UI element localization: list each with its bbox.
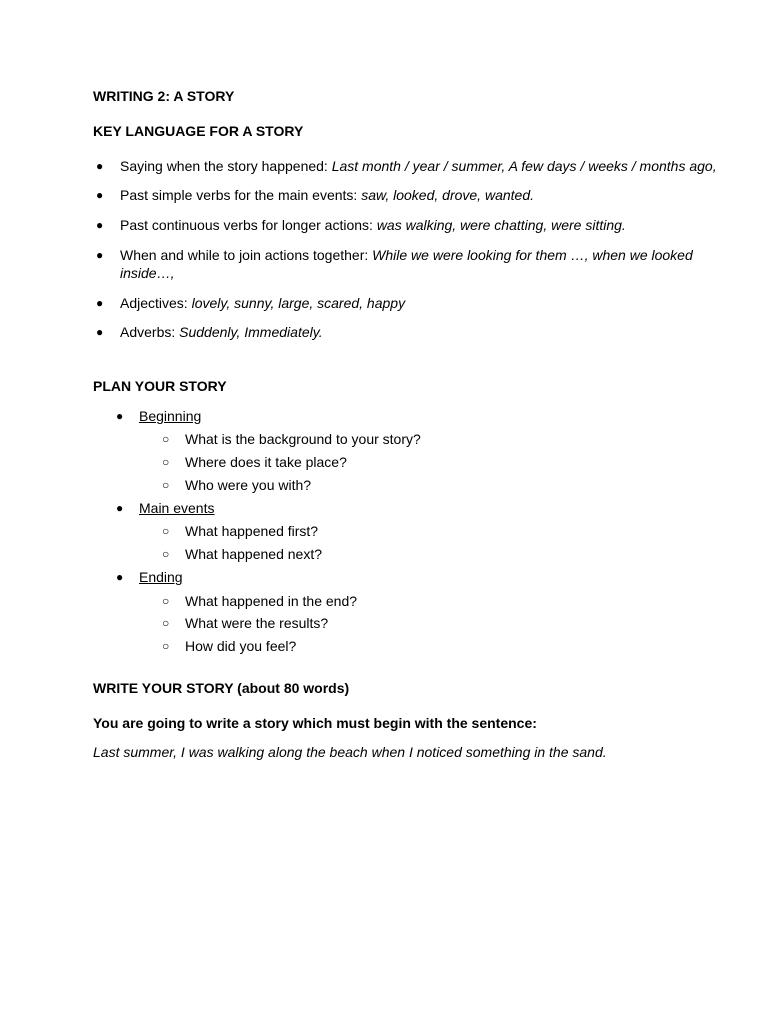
circle-bullet-icon: ○ <box>162 524 170 538</box>
list-item <box>93 294 733 312</box>
list-item <box>162 637 296 655</box>
bullet-icon: ● <box>96 325 104 339</box>
question-text: What were the results? <box>185 615 329 631</box>
question-text: What happened in the end? <box>185 593 358 609</box>
page-title: WRITING 2: A STORY <box>93 88 235 104</box>
item-label: Past simple verbs for the main events: <box>120 187 362 203</box>
item-examples: Suddenly, Immediately. <box>179 324 323 340</box>
list-item <box>162 430 421 448</box>
question-text: How did you feel? <box>185 638 297 654</box>
item-examples: lovely, sunny, large, scared, happy <box>191 295 406 311</box>
list-item <box>93 216 733 234</box>
circle-bullet-icon: ○ <box>162 594 170 608</box>
list-item <box>162 592 357 610</box>
list-item <box>162 453 347 471</box>
item-examples: While we were looking for them …, when we looked inside…, <box>120 247 693 281</box>
item-label: When and while to join actions together: <box>120 247 373 263</box>
bullet-icon: ● <box>96 296 104 310</box>
list-item <box>93 157 733 175</box>
list-item <box>162 476 311 494</box>
question-text: What is the background to your story? <box>185 431 421 447</box>
question-text: What happened next? <box>185 546 322 562</box>
list-item <box>93 323 733 341</box>
item-examples: Last month / year / summer, A few days / weeks / months ago, <box>331 158 717 174</box>
bullet-icon: ● <box>96 159 104 173</box>
list-item <box>93 246 713 282</box>
section-label: Main events <box>139 500 215 516</box>
question-text: Who were you with? <box>185 477 312 493</box>
item-label: Adverbs: <box>120 324 180 340</box>
write-heading: WRITE YOUR STORY (about 80 words) <box>93 680 350 696</box>
list-item <box>162 614 328 632</box>
question-text: Where does it take place? <box>185 454 347 470</box>
list-item <box>162 545 322 563</box>
item-examples: saw, looked, drove, wanted. <box>361 187 534 203</box>
circle-bullet-icon: ○ <box>162 616 170 630</box>
section-label: Ending <box>139 569 183 585</box>
item-examples: was walking, were chatting, were sitting. <box>376 217 626 233</box>
plan-section-ending <box>116 568 183 586</box>
plan-section-beginning <box>116 407 201 425</box>
circle-bullet-icon: ○ <box>162 639 170 653</box>
item-label: Adjectives: <box>120 295 192 311</box>
circle-bullet-icon: ○ <box>162 478 170 492</box>
item-label: Past continuous verbs for longer actions: <box>120 217 377 233</box>
section-label: Beginning <box>139 408 202 424</box>
story-opening-sentence: Last summer, I was walking along the beach when I noticed something in the sand. <box>93 744 607 760</box>
bullet-icon: ● <box>116 409 124 423</box>
circle-bullet-icon: ○ <box>162 547 170 561</box>
plan-section-main-events <box>116 499 214 517</box>
circle-bullet-icon: ○ <box>162 455 170 469</box>
bullet-icon: ● <box>116 501 124 515</box>
bullet-icon: ● <box>96 218 104 232</box>
circle-bullet-icon: ○ <box>162 432 170 446</box>
key-language-heading: KEY LANGUAGE FOR A STORY <box>93 123 304 139</box>
bullet-icon: ● <box>96 248 104 262</box>
bullet-icon: ● <box>116 570 124 584</box>
task-instruction: You are going to write a story which must begin with the sentence: <box>93 715 537 731</box>
plan-heading: PLAN YOUR STORY <box>93 378 227 394</box>
bullet-icon: ● <box>96 188 104 202</box>
question-text: What happened first? <box>185 523 319 539</box>
item-label: Saying when the story happened: <box>120 158 332 174</box>
list-item <box>93 186 733 204</box>
list-item <box>162 522 318 540</box>
